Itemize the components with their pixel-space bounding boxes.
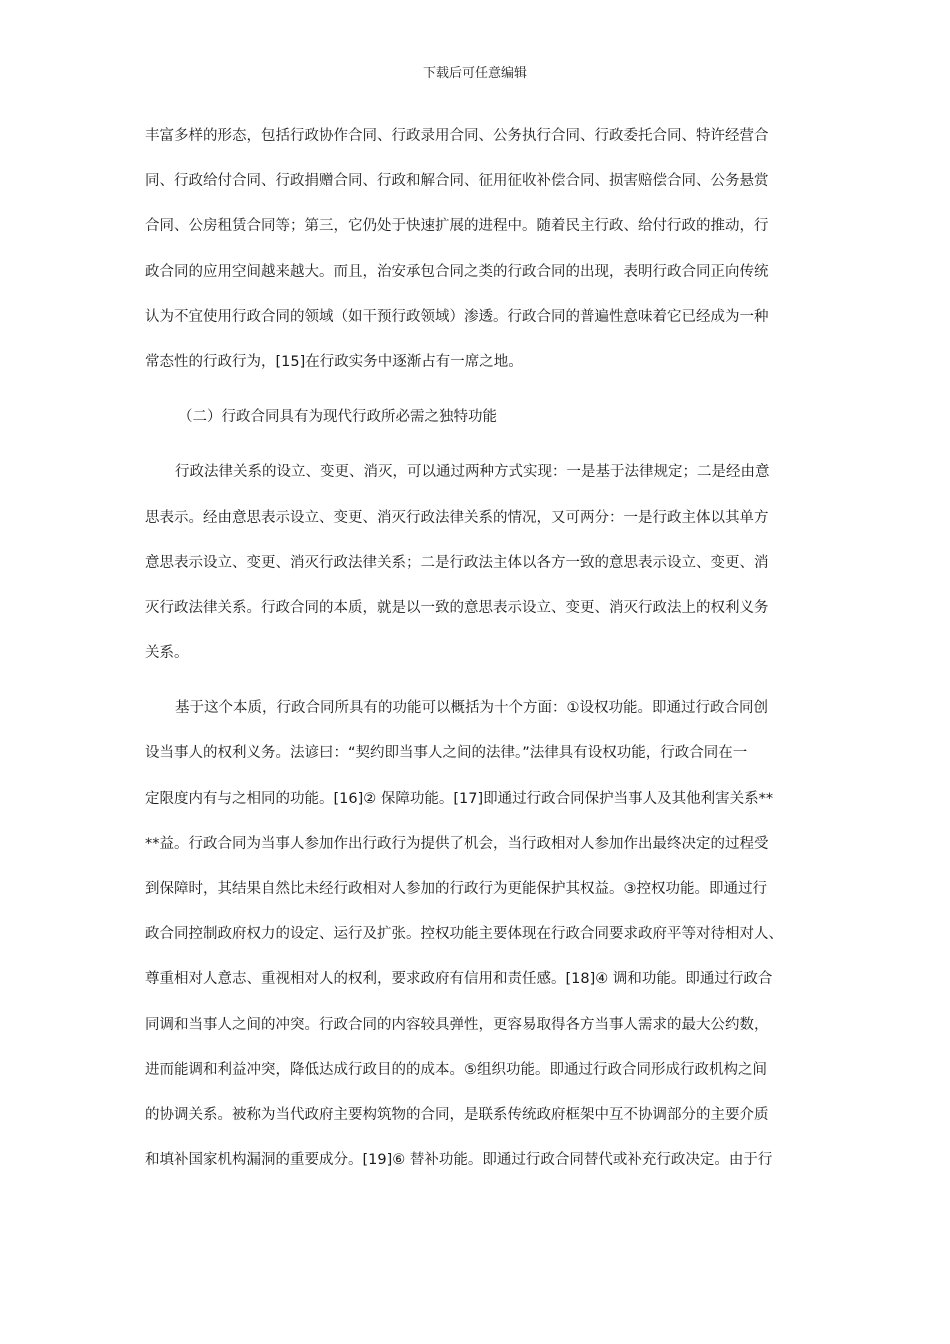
text-line: 和填补国家机构漏洞的重要成分。[19]⑥ 替补功能。即通过行政合同替代或补充行政决定。由于行 (145, 1152, 773, 1169)
text-line: 基于这个本质，行政合同所具有的功能可以概括为十个方面：①设权功能。即通过行政合同创 (175, 700, 768, 717)
text-line: 的协调关系。被称为当代政府主要构筑物的合同，是联系传统政府框架中互不协调部分的主要介质 (145, 1106, 769, 1123)
paragraph-2 (145, 458, 801, 684)
text-line: 尊重相对人意志、重视相对人的权利，要求政府有信用和责任感。[18]④ 调和功能。即通过行政合 (145, 971, 773, 988)
text-line: 常态性的行政行为，[15]在行政实务中逐渐占有一席之地。 (145, 353, 523, 370)
page-header: 下载后可任意编辑 (422, 66, 527, 81)
text-line: 设当事人的权利义务。法谚曰：“契约即当事人之间的法律。”法律具有设权功能，行政合同在一 (145, 745, 748, 762)
text-line: 意思表示设立、变更、消灭行政法律关系；二是行政法主体以各方一致的意思表示设立、变更、消 (145, 554, 769, 571)
text-line: 合同、公房租赁合同等；第三，它仍处于快速扩展的进程中。随着民主行政、给付行政的推动，行 (145, 218, 769, 235)
text-line: 到保障时，其结果自然比未经行政相对人参加的行政行为更能保护其权益。③控权功能。即通过行 (145, 881, 767, 897)
text-line: 思表示。经由意思表示设立、变更、消灭行政法律关系的情况，又可两分：一是行政主体以其单方 (145, 509, 769, 526)
paragraph-1 (145, 122, 801, 393)
text-line: 行政法律关系的设立、变更、消灭，可以通过两种方式实现：一是基于法律规定；二是经由意 (175, 464, 770, 481)
text-line: 关系。 (145, 645, 189, 662)
text-line: 进而能调和利益冲突，降低达成行政目的的成本。⑤组织功能。即通过行政合同形成行政机构之间 (145, 1061, 767, 1078)
paragraph-gap (145, 393, 801, 403)
text-line: 同、行政给付合同、行政捐赠合同、行政和解合同、征用征收补偿合同、损害赔偿合同、公务悬赏 (145, 173, 769, 190)
text-line: 政合同控制政府权力的设定、运行及扩张。控权功能主要体现在行政合同要求政府平等对待相对人、 (145, 926, 783, 943)
text-line: 定限度内有与之相同的功能。[16]② 保障功能。[17]即通过行政合同保护当事人及其他利害关系** (145, 790, 774, 807)
section-heading: （二）行政合同具有为现代行政所必需之独特功能 (178, 409, 497, 426)
paragraph-3 (145, 694, 801, 1191)
text-line: **益。行政合同为当事人参加作出行政行为提供了机会，当行政相对人参加作出最终决定的过程受 (145, 835, 769, 852)
paragraph-gap (145, 684, 801, 694)
text-line: 丰富多样的形态，包括行政协作合同、行政录用合同、公务执行合同、行政委托合同、特许经营合 (145, 128, 769, 144)
text-line: 认为不宜使用行政合同的领域（如干预行政领域）渗透。行政合同的普遍性意味着它已经成为一种 (145, 308, 769, 325)
document-body (145, 122, 801, 1191)
paragraph-gap (145, 448, 801, 458)
text-line: 同调和当事人之间的冲突。行政合同的内容较具弹性，更容易取得各方当事人需求的最大公约数， (145, 1016, 769, 1033)
text-line: 灭行政法律关系。行政合同的本质，就是以一致的意思表示设立、变更、消灭行政法上的权利义务 (145, 599, 769, 616)
text-line: 政合同的应用空间越来越大。而且，治安承包合同之类的行政合同的出现，表明行政合同正向传统 (145, 263, 769, 280)
